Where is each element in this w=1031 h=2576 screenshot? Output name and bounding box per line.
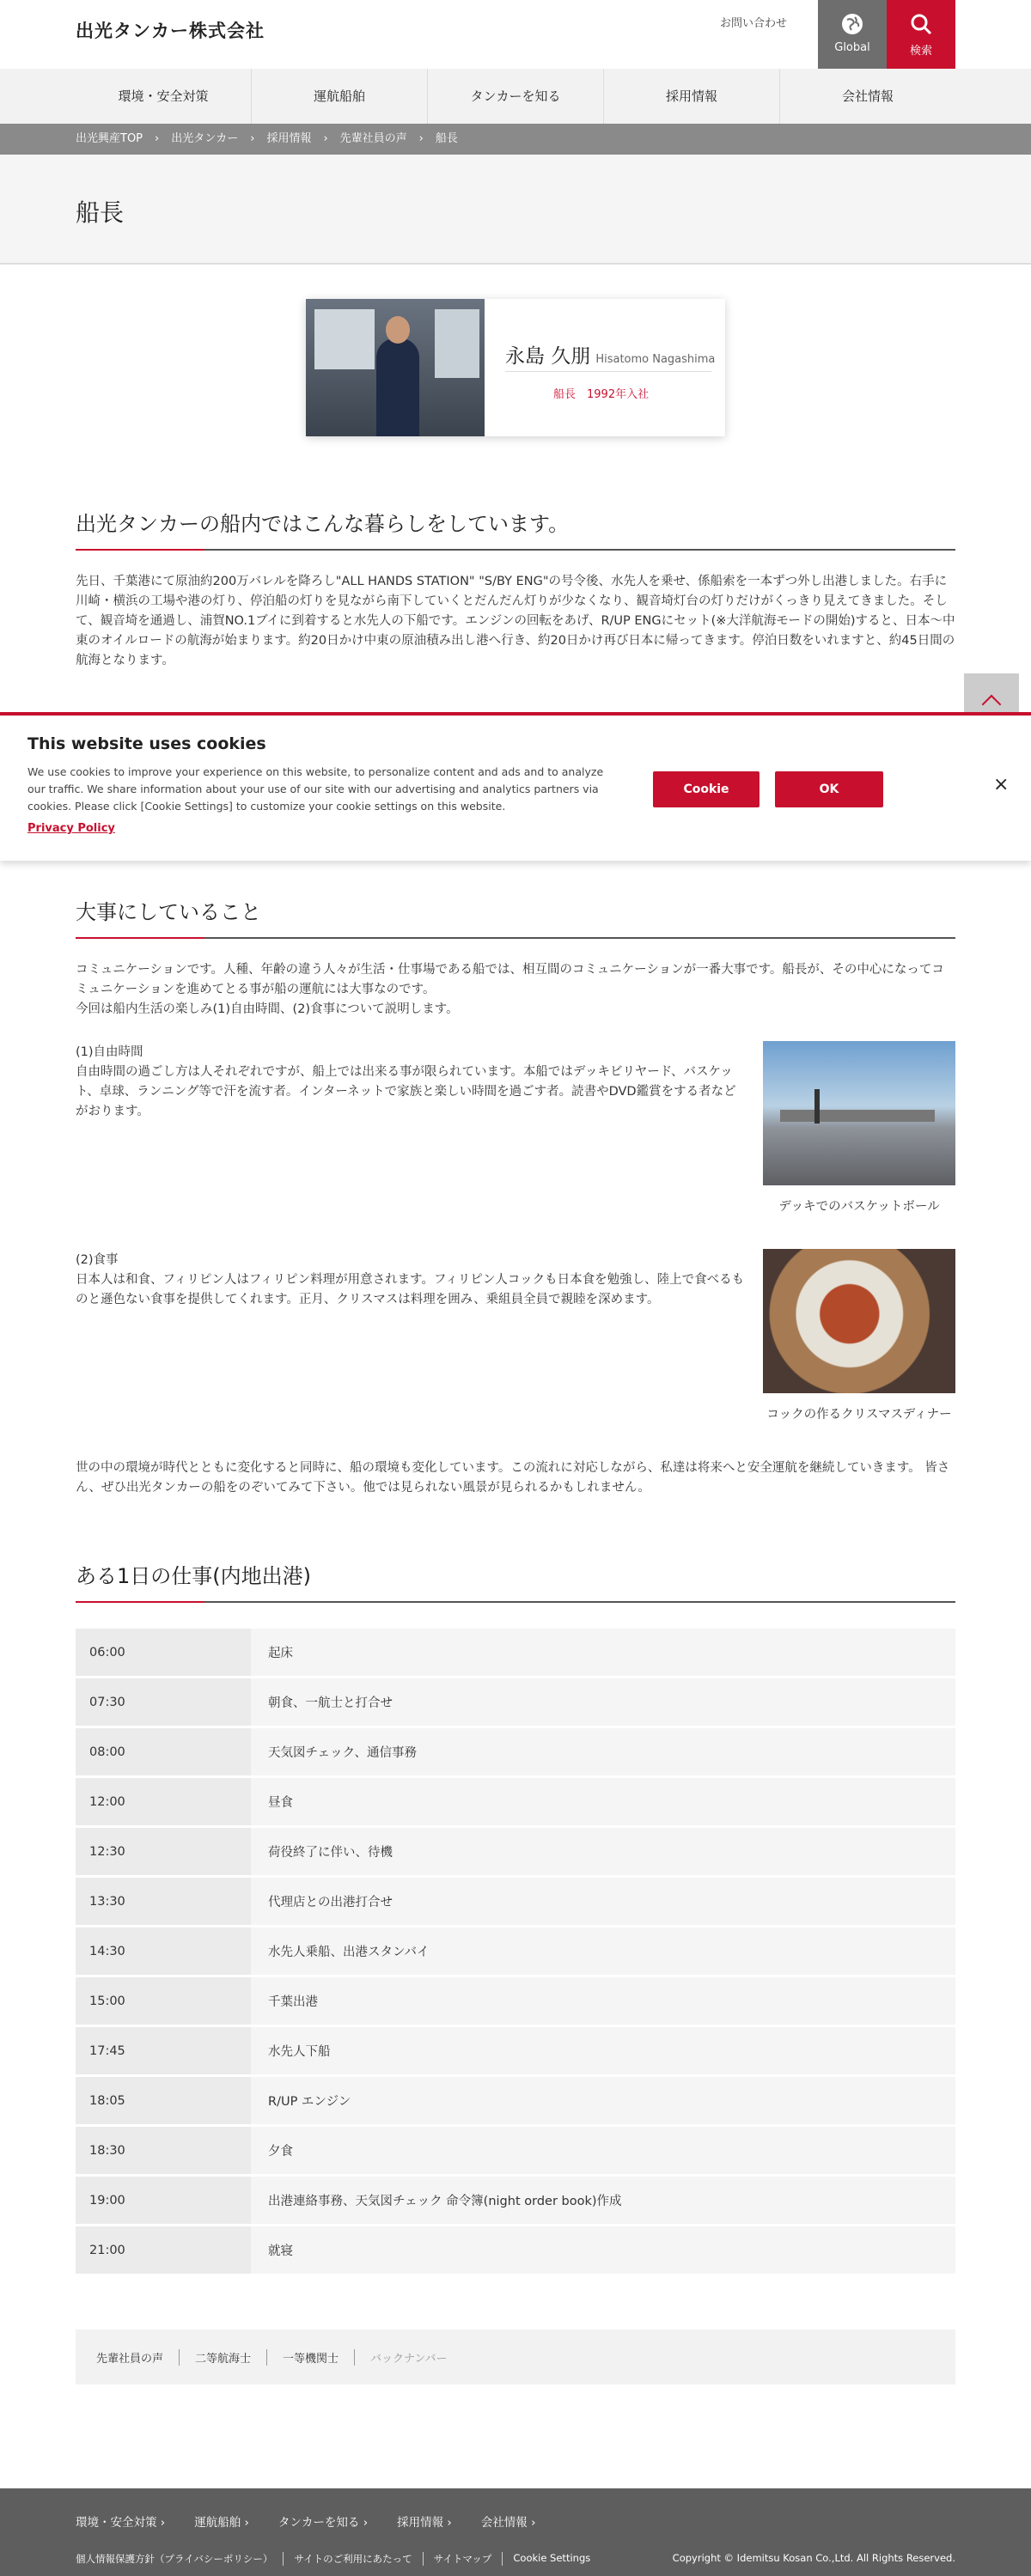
cookie-title: This website uses cookies <box>27 734 266 753</box>
footer-nav-item[interactable]: 採用情報 › <box>397 2512 452 2530</box>
global-nav <box>0 69 1031 124</box>
schedule-time: 15:00 <box>76 1977 251 2025</box>
search-label: 検索 <box>909 45 932 58</box>
profile-photo <box>306 299 485 436</box>
schedule-task: 起床 <box>251 1629 955 1676</box>
section-closing: 世の中の環境が時代とともに変化すると同時に、船の環境も変化しています。この流れに対応しながら、私達は将来へと安全運航を継続していきます。 皆さん、ぜひ出光タンカーの船をのぞいてみて下さい。他では見られない風景が見られるかもしれません。 <box>76 1461 950 1495</box>
search-button[interactable] <box>887 0 955 69</box>
related-link-voices[interactable]: 先輩社員の声 <box>96 2352 164 2366</box>
chevron-right-icon: › <box>418 132 424 145</box>
section-body-life: 先日、千葉港にて原油約200万バレルを降ろし"ALL HANDS STATION" "S/BY ENG"の号令後、水先人を乗せ、係船索を一本ずつ外し出港しました。右手に川崎・横浜の工場や港の灯り、停泊船の灯りを見ながら南下していくとだんだん灯りが少なくなり、観音埼灯台の灯りだけがくっきり見えてきました。そして、観音埼を通過し、浦賀NO.1ブイに到着すると水先人の下船です。エンジンの回転をあげ、R/UP ENGにセット(※大洋航海モードの開始)すると、日本〜中東のオイルロードの航海が始まります。約20日かけ中東の原油積み出し港へ行き、約20日かけ再び日本に帰ってきます。停泊日数をいれますと、約45日間の航海となります。 <box>76 575 955 667</box>
schedule-time: 13:30 <box>76 1878 251 1925</box>
schedule-row <box>76 1977 955 2025</box>
schedule-row <box>76 1678 955 1726</box>
schedule-row <box>76 2127 955 2174</box>
schedule-row <box>76 1728 955 1775</box>
breadcrumb <box>0 124 1031 155</box>
footer-nav-item[interactable]: 会社情報 › <box>481 2512 536 2530</box>
schedule-time: 18:30 <box>76 2127 251 2174</box>
profile-card <box>306 299 725 436</box>
schedule-task: 出港連絡事務、天気図チェック 命令簿(night order book)作成 <box>251 2177 955 2224</box>
schedule-row <box>76 1927 955 1975</box>
section-heading-values: 大事にしていること <box>76 895 955 939</box>
schedule-row <box>76 1629 955 1676</box>
schedule-time: 21:00 <box>76 2226 251 2274</box>
footer-nav-item[interactable]: タンカーを知る › <box>278 2512 368 2530</box>
related-link-backnumber[interactable]: バックナンバー <box>354 2349 462 2366</box>
global-button[interactable] <box>818 0 887 69</box>
page-title-bar <box>0 155 1031 265</box>
section-body-values: コミュニケーションです。人種、年齢の違う人々が生活・仕事場である船では、相互間のコミュニケーションが一番大事です。船長が、その中心になってコミュニケーションを進めてとる事が船の運航には大事なのです。 今回は船内生活の楽しみ(1)自由時間、(2)食事について説明します。 <box>76 963 944 1016</box>
site-logo[interactable]: 出光タンカー株式会社 <box>76 21 265 41</box>
section-heading-schedule: ある1日の仕事(内地出港) <box>76 1559 955 1603</box>
chevron-right-icon: › <box>323 132 328 145</box>
cookie-text: We use cookies to improve your experience on this website, to personalize content and ads and to analyze our traffic. We share information about your use of our site with our advertising and analytics partners via cookies. Please click [Cookie Settings] to customize your cookie settings on this website. <box>27 765 604 813</box>
cookie-banner <box>0 716 1031 861</box>
footer-link-cookie-settings[interactable]: Cookie Settings <box>502 2552 601 2566</box>
schedule-row <box>76 2077 955 2124</box>
profile-name-block <box>505 340 715 368</box>
schedule-task: 朝食、一航士と打合せ <box>251 1678 955 1726</box>
schedule-task: 夕食 <box>251 2127 955 2174</box>
schedule-time: 06:00 <box>76 1629 251 1676</box>
schedule-task: 昼食 <box>251 1778 955 1825</box>
schedule-table <box>76 1626 955 2276</box>
schedule-time: 19:00 <box>76 2177 251 2224</box>
schedule-task: 水先人乗船、出港スタンバイ <box>251 1927 955 1975</box>
footer-nav-item[interactable]: 環境・安全対策 › <box>76 2512 165 2530</box>
item-body-freetime: 自由時間の過ごし方は人それぞれですが、船上では出来る事が限られています。本船ではデッキビリヤード、バスケット、卓球、ランニング等で汗を流す者。インターネットで家族と楽しい時間を過ごす者。読書やDVD鑑賞をする者などがおります。 <box>76 1065 736 1118</box>
breadcrumb-item[interactable]: 採用情報 <box>266 132 312 145</box>
item-title-meals: (2)食事 <box>76 1253 119 1267</box>
schedule-time: 14:30 <box>76 1927 251 1975</box>
schedule-time: 07:30 <box>76 1678 251 1726</box>
global-label: Global <box>834 41 870 54</box>
basketball-photo <box>763 1041 955 1185</box>
nav-item-safety[interactable]: 環境・安全対策 <box>76 69 252 124</box>
cookie-settings-button[interactable]: Cookie Settings <box>653 771 760 807</box>
item-body-meals: 日本人は和食、フィリピン人はフィリピン料理が用意されます。フィリピン人コックも日本食を勉強し、陸上で食べるものと遜色ない食事を提供してくれます。正月、クリスマスは料理を囲み、乗組員全員で親睦を深めます。 <box>76 1273 745 1306</box>
schedule-time: 12:00 <box>76 1778 251 1825</box>
contact-link[interactable]: お問い合わせ <box>720 17 788 30</box>
chevron-right-icon: › <box>250 132 255 145</box>
figure-caption: デッキでのバスケットボール <box>778 1200 940 1214</box>
schedule-row <box>76 1828 955 1875</box>
profile-name-roman: Hisatomo Nagashima <box>595 353 716 366</box>
item-title-freetime: (1)自由時間 <box>76 1045 143 1059</box>
nav-item-recruit[interactable]: 採用情報 <box>604 69 780 124</box>
site-footer <box>0 2488 1031 2576</box>
schedule-task: R/UP エンジン <box>251 2077 955 2124</box>
figure-christmas-dinner <box>763 1249 955 1424</box>
schedule-task: 天気図チェック、通信事務 <box>251 1728 955 1775</box>
schedule-time: 12:30 <box>76 1828 251 1875</box>
schedule-task: 荷役終了に伴い、待機 <box>251 1828 955 1875</box>
schedule-row <box>76 2226 955 2274</box>
nav-item-company[interactable]: 会社情報 <box>841 88 894 104</box>
footer-nav <box>76 2512 565 2530</box>
footer-link-privacy[interactable]: 個人情報保護方針（プライバシーポリシー） <box>76 2553 273 2565</box>
schedule-time: 17:45 <box>76 2027 251 2074</box>
christmas-dinner-photo <box>763 1249 955 1393</box>
search-icon <box>909 12 933 36</box>
breadcrumb-item[interactable]: 出光タンカー <box>171 132 239 145</box>
related-link-second-officer[interactable]: 二等航海士 <box>179 2349 266 2366</box>
footer-nav-item[interactable]: 運航船舶 › <box>194 2512 249 2530</box>
schedule-task: 代理店との出港打合せ <box>251 1878 955 1925</box>
footer-link-terms[interactable]: サイトのご利用にあたって <box>283 2552 422 2566</box>
schedule-row <box>76 2027 955 2074</box>
privacy-policy-link[interactable]: Privacy Policy <box>27 822 115 835</box>
schedule-row <box>76 1878 955 1925</box>
divider <box>505 371 711 372</box>
nav-item-tanker[interactable]: タンカーを知る <box>428 69 604 124</box>
nav-item-ships[interactable]: 運航船舶 <box>252 69 428 124</box>
site-header <box>0 0 1031 69</box>
schedule-task: 水先人下船 <box>251 2027 955 2074</box>
schedule-task: 千葉出港 <box>251 1977 955 2025</box>
related-link-first-engineer[interactable]: 一等機関士 <box>266 2349 354 2366</box>
close-icon[interactable]: × <box>993 774 1010 795</box>
schedule-time: 18:05 <box>76 2077 251 2124</box>
schedule-row <box>76 1778 955 1825</box>
copyright: Copyright © Idemitsu Kosan Co.,Ltd. All Rights Reserved. <box>672 2552 955 2564</box>
cookie-ok-button[interactable]: OK <box>775 771 883 807</box>
breadcrumb-item[interactable]: 出光興産TOP <box>76 132 143 145</box>
breadcrumb-item[interactable]: 先輩社員の声 <box>339 132 407 145</box>
related-links <box>76 2329 955 2384</box>
profile-name: 永島 久朋 <box>505 345 591 368</box>
breadcrumb-current: 船長 <box>435 132 458 145</box>
figure-caption: コックの作るクリスマスディナー <box>766 1408 952 1422</box>
figure-basketball <box>763 1041 955 1216</box>
footer-link-sitemap[interactable]: サイトマップ <box>423 2552 503 2566</box>
globe-icon <box>840 12 864 36</box>
schedule-time: 08:00 <box>76 1728 251 1775</box>
schedule-row <box>76 2177 955 2224</box>
chevron-right-icon: › <box>155 132 160 145</box>
page-title: 船長 <box>76 198 125 227</box>
profile-role: 船長 1992年入社 <box>553 388 650 401</box>
section-heading-life: 出光タンカーの船内ではこんな暮らしをしています。 <box>76 507 955 551</box>
schedule-task: 就寝 <box>251 2226 955 2274</box>
footer-links <box>76 2552 601 2566</box>
